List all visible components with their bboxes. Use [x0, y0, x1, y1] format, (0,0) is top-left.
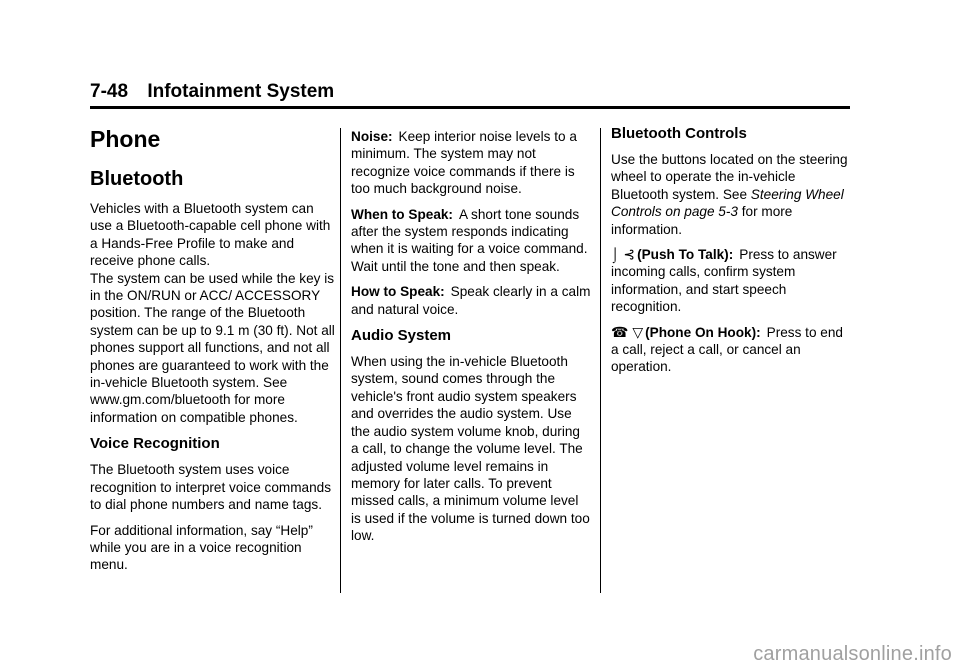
definition-how-to-speak: How to Speak: Speak clearly in a calm and natural voice. — [351, 284, 591, 317]
term-label: Noise: — [351, 129, 393, 144]
page-header — [90, 80, 850, 109]
paragraph: Use the buttons located on the steering wheel to operate the in-vehicle Bluetooth system. See Steering Wheel Controls on page 5-3 for more information. — [611, 152, 848, 237]
section-heading-phone: Phone — [90, 126, 161, 152]
paragraph: Vehicles with a Bluetooth system can use a Bluetooth-capable cell phone with a Hands-Free Profile to make and receive phone calls. The system can be used while the key is in the ON/RUN or ACC/ ACCESSORY position. The range of the Bluetooth system can be up to 9.1 m (30 ft). Not all phones support all functions, and not all phones are guaranteed to work with the in-vehicle Bluetooth system. See www.gm.com/bluetooth for more information on compatible phones. — [90, 201, 335, 425]
column-left — [90, 124, 335, 582]
push-to-talk-icon: ⌡ ⊰ — [611, 246, 636, 263]
section-heading-bluetooth: Bluetooth — [90, 168, 184, 190]
term-label: When to Speak: — [351, 206, 453, 222]
phone-on-hook-icon: ☎ ▽ — [611, 323, 644, 340]
paragraph: The Bluetooth system uses voice recognition to interpret voice commands to dial phone numbers and name tags. — [90, 462, 332, 513]
paragraph: When using the in-vehicle Bluetooth system, sound comes through the vehicle's front audio system speakers and overrides the audio system. Use the audio system volume knob, during a call, to change the volume level. The adjusted volume level remains in memory for later calls. To prevent missed calls, a minimum volume level is used if the volume is turned down too low. — [351, 354, 590, 544]
column-right — [611, 124, 851, 384]
subheading-bluetooth-controls: Bluetooth Controls — [611, 125, 747, 142]
subheading-audio-system: Audio System — [351, 327, 452, 345]
watermark: carmanualsonline.info — [753, 643, 952, 665]
column-divider — [340, 128, 341, 593]
term-label: (Phone On Hook): — [645, 324, 761, 340]
chapter-title: Infotainment System — [147, 81, 335, 102]
definition-phone-on-hook: ☎ ▽ (Phone On Hook): Press to end a call, reject a call, or cancel an operation. — [611, 323, 843, 375]
column-middle — [351, 128, 591, 553]
term-label: (Push To Talk): — [637, 247, 734, 263]
cross-reference: Steering Wheel Controls on page 5-3 — [611, 186, 844, 220]
paragraph: For additional information, say “Help” while you are in a voice recognition menu. — [90, 522, 313, 573]
definition-push-to-talk: ⌡ ⊰ (Push To Talk): Press to answer incoming calls, confirm system information, and start speech recognition. — [611, 246, 837, 315]
column-divider — [600, 128, 601, 593]
subheading-voice-recognition: Voice Recognition — [90, 435, 220, 453]
definition-noise: Noise: Keep interior noise levels to a minimum. The system may not recognize voice commands if there is too much background noise. — [351, 129, 577, 197]
page-number: 7-48 — [90, 81, 129, 102]
term-label: How to Speak: — [351, 284, 445, 300]
definition-when-to-speak: When to Speak: A short tone sounds after the system responds indicating when it is waiting for a voice command. Wait until the tone and then speak. — [351, 206, 588, 274]
